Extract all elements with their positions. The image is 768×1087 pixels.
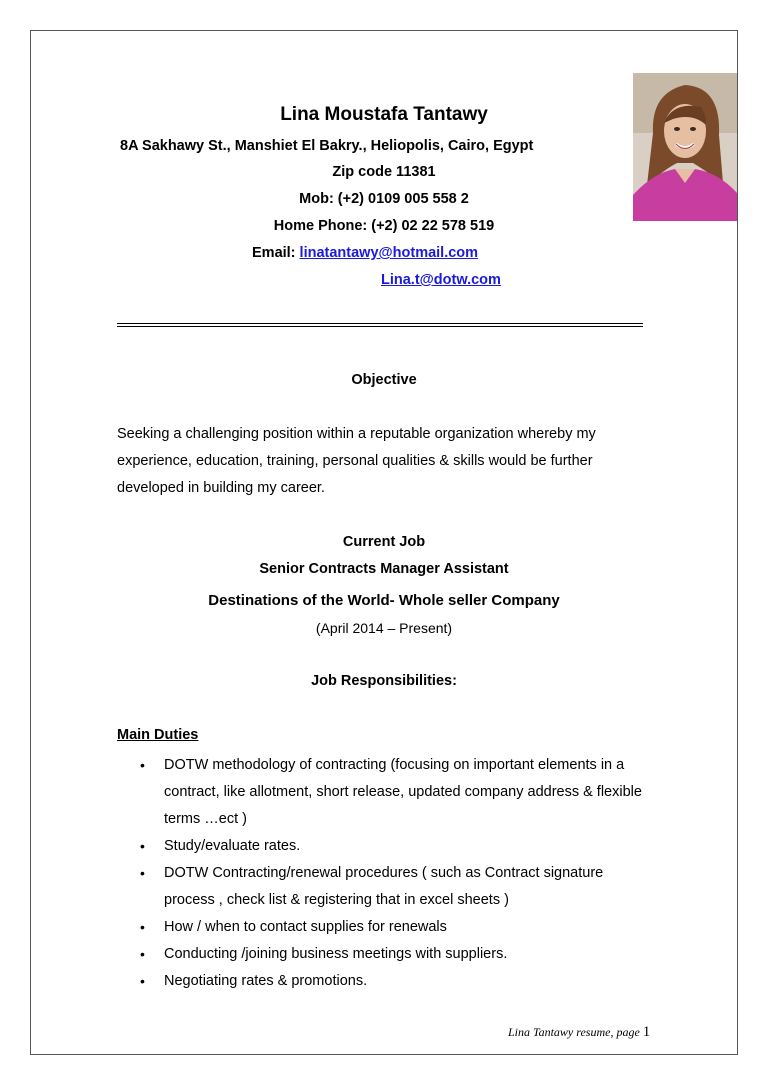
objective-text [117, 421, 657, 502]
bullet-icon: • [140, 838, 145, 854]
email-link-hotmail[interactable]: linatantawy@hotmail.com [299, 245, 479, 261]
main-duties-heading: Main Duties [117, 727, 199, 743]
list-item: • Conducting /joining business meetings with suppliers. [117, 941, 657, 968]
candidate-name: Lina Moustafa Tantawy [280, 104, 488, 125]
zip-code: Zip code 11381 [332, 164, 436, 180]
current-job-heading: Current Job [342, 534, 426, 550]
email-label: Email: [252, 245, 296, 261]
job-period: (April 2014 – Present) [315, 620, 453, 636]
page-number: 1 [642, 1024, 651, 1040]
email-row-2 [381, 272, 501, 288]
objective-line: Seeking a challenging position within a reputable organization whereby my [117, 426, 596, 442]
email-link-dotw[interactable]: Lina.t@dotw.com [381, 272, 501, 288]
objective-line: developed in building my career. [117, 480, 325, 496]
mobile-phone: Mob: (+2) 0109 005 558 2 [299, 191, 469, 207]
email-row [252, 245, 478, 261]
list-item: • DOTW methodology of contracting (focusing on important elements in a contract, like allotment, short release, updated company address & flexible terms …ect ) [117, 752, 657, 833]
duties-list [117, 752, 657, 995]
objective-line: experience, education, training, personal qualities & skills would be further [117, 453, 593, 469]
list-item: • Study/evaluate rates. [117, 833, 657, 860]
address-line: 8A Sakhawy St., Manshiet El Bakry., Heliopolis, Cairo, Egypt [120, 138, 534, 154]
bullet-icon: • [140, 973, 145, 989]
bullet-icon: • [140, 865, 145, 881]
page-footer [508, 1024, 650, 1041]
objective-heading: Objective [351, 372, 417, 388]
bullet-icon: • [140, 946, 145, 962]
bullet-icon: • [140, 919, 145, 935]
profile-photo [633, 73, 737, 221]
list-item: • Negotiating rates & promotions. [117, 968, 657, 995]
list-item: • How / when to contact supplies for renewals [117, 914, 657, 941]
job-title: Senior Contracts Manager Assistant [259, 561, 509, 577]
bullet-icon: • [140, 757, 145, 773]
home-phone: Home Phone: (+2) 02 22 578 519 [273, 218, 495, 234]
company-name: Destinations of the World- Whole seller Company [208, 592, 560, 609]
separator-rule-bottom [117, 326, 643, 327]
separator-rule-top [117, 323, 643, 324]
footer-text: Lina Tantawy resume, page [508, 1025, 640, 1039]
list-item: • DOTW Contracting/renewal procedures ( such as Contract signature process , check list & registering that in excel sheets ) [117, 860, 657, 914]
responsibilities-heading: Job Responsibilities: [311, 673, 457, 689]
